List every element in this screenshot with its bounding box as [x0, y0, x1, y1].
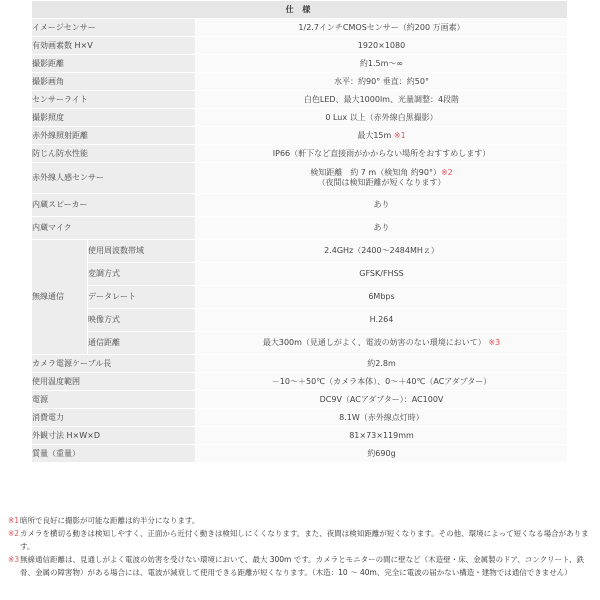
row-label: イメージセンサー	[32, 19, 196, 37]
footnote-mark: ※1	[8, 516, 20, 525]
row-value: －10〜＋50℃（カメラ本体）、0〜＋40℃（ACアダプター）	[196, 373, 568, 391]
row-label: カメラ電源ケーブル長	[32, 355, 196, 373]
row-label: 赤外線照射距離	[32, 127, 196, 145]
row-value: 6Mbps	[196, 286, 568, 309]
table-row	[32, 427, 568, 445]
table-row	[32, 73, 568, 91]
row-label: 質量（重量）	[32, 445, 196, 463]
value-text: 最大300m（見通しがよく、電波の妨害のない環境において）	[262, 338, 486, 347]
row-label: センサーライト	[32, 91, 196, 109]
row-value: 8.1W（赤外線点灯時）	[196, 409, 568, 427]
table-row	[32, 240, 568, 263]
row-label: 撮影画角	[32, 73, 196, 91]
table-row	[32, 286, 568, 309]
row-value	[196, 163, 568, 194]
row-value: H.264	[196, 309, 568, 332]
row-value: 約2.8m	[196, 355, 568, 373]
table-row	[32, 145, 568, 163]
table-row	[32, 263, 568, 286]
row-value: 81×73×119mm	[196, 427, 568, 445]
row-label: データレート	[88, 286, 196, 309]
value-text: （夜間は検知距離が短くなります）	[317, 178, 446, 187]
row-label: 撮影照度	[32, 109, 196, 127]
table-row	[32, 309, 568, 332]
row-label: 防じん防水性能	[32, 145, 196, 163]
row-value: IP66（軒下など直接雨がかからない場所をおすすめします）	[196, 145, 568, 163]
footnote-mark: ※3	[8, 555, 20, 564]
table-row	[32, 19, 568, 37]
footnote-text: 無線通信距離は、見通しがよく電波の妨害を受けない環境において、最大 300m です。カメラとモニターの間に壁など（木造壁・床、金属製のドア、コンクリート、鉄骨、金属の障害物）がある場合には、電波が減衰して使用できる距離が短くなります。（木造：10 〜 40m、完全に電波の届かない構造・建物では通信できません）	[20, 555, 584, 577]
row-value: GFSK/FHSS	[196, 263, 568, 286]
footnote-mark: ※3	[488, 338, 501, 347]
row-value: 2.4GHz（2400〜2484MHｚ）	[196, 240, 568, 263]
table-row	[32, 373, 568, 391]
row-label: 消費電力	[32, 409, 196, 427]
footnote-mark: ※2	[440, 168, 453, 177]
value-text: 検知距離 約 7 m（検知角 約90°）	[310, 168, 441, 177]
row-value: 0 Lux 以上（赤外線白黒撮影）	[196, 109, 568, 127]
footnote-mark: ※1	[393, 130, 406, 140]
row-value: 1920×1080	[196, 37, 568, 55]
row-label: 外観寸法 H×W×D	[32, 427, 196, 445]
table-row	[32, 109, 568, 127]
row-value: あり	[196, 194, 568, 217]
table-row	[32, 55, 568, 73]
row-label: 電源	[32, 391, 196, 409]
row-value	[196, 127, 568, 145]
spec-table	[31, 0, 568, 463]
row-value	[196, 332, 568, 355]
row-label: 映像方式	[88, 309, 196, 332]
footnote	[8, 527, 596, 553]
table-row	[32, 194, 568, 217]
table-row	[32, 332, 568, 355]
table-row	[32, 355, 568, 373]
row-label: 撮影距離	[32, 55, 196, 73]
row-label: 内蔵スピーカー	[32, 194, 196, 217]
footnote-text: カメラを横切る動きは検知しやすく、正面から近付く動きは検知しにくくなります。また、夜間は検知距離が短くなります。その他、環境によって短くなる場合があります。	[20, 529, 589, 551]
table-row	[32, 445, 568, 463]
row-value: DC9V（ACアダプター）：AC100V	[196, 391, 568, 409]
row-label: 有効画素数 H×V	[32, 37, 196, 55]
row-value: 1/2.7インチCMOSセンサー（約200 万画素）	[196, 19, 568, 37]
table-row	[32, 409, 568, 427]
table-row	[32, 391, 568, 409]
table-row	[32, 127, 568, 145]
row-label: 変調方式	[88, 263, 196, 286]
row-value: 約690g	[196, 445, 568, 463]
row-value: 水平：約90° 垂直：約50°	[196, 73, 568, 91]
table-row	[32, 217, 568, 240]
row-label: 通信距離	[88, 332, 196, 355]
row-value: 白色LED、最大1000lm、光量調整：4段階	[196, 91, 568, 109]
row-label: 使用周波数帯域	[88, 240, 196, 263]
value-text: 最大15m	[357, 130, 392, 140]
row-label: 赤外線人感センサー	[32, 163, 196, 194]
footnote	[8, 514, 596, 527]
row-value: あり	[196, 217, 568, 240]
footnote-text: 暗所で良好に撮影が可能な距離は約半分になります。	[20, 516, 200, 525]
row-label: 使用温度範囲	[32, 373, 196, 391]
table-row	[32, 163, 568, 194]
row-value: 約1.5m〜∞	[196, 55, 568, 73]
footnotes	[8, 514, 596, 579]
table-title: 仕 様	[32, 1, 568, 19]
table-row	[32, 91, 568, 109]
group-label-wireless: 無線通信	[32, 240, 88, 355]
table-row	[32, 37, 568, 55]
row-label: 内蔵マイク	[32, 217, 196, 240]
footnote-mark: ※2	[8, 529, 20, 538]
footnote	[8, 553, 596, 579]
